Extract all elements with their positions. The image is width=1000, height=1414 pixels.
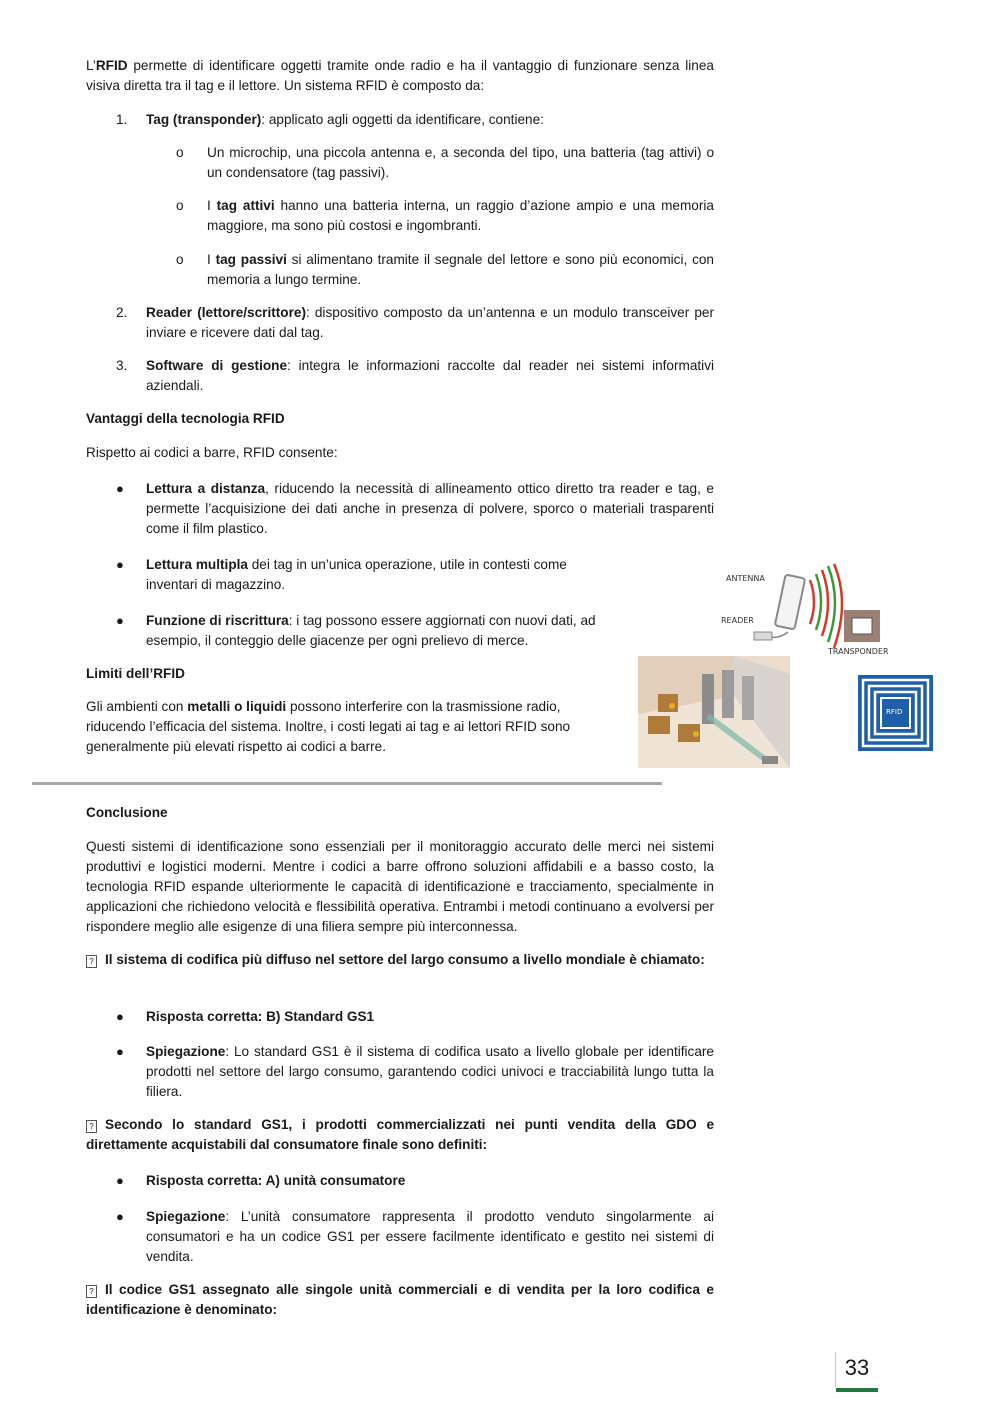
component-title: Reader (lettore/scrittore)	[146, 305, 306, 320]
tag-detail-item: o I tag attivi hanno una batteria interna, un raggio d’azione ampio e una memoria maggiore, ma sono più costosi e ingombranti.	[176, 198, 714, 233]
bullet-icon: ●	[116, 613, 124, 628]
component-item-tag: 1. Tag (transponder): applicato agli oggetti da identificare, contiene:	[86, 110, 714, 130]
answer-item: ● Risposta corretta: A) unità consumatore	[86, 1171, 714, 1191]
bullet-icon: ●	[116, 557, 124, 572]
vantaggi-item: ● Funzione di riscrittura: i tag possono essere aggiornati con nuovi dati, ad esempio, il conteggio delle giacenze per ogni prelievo di merce.	[116, 613, 596, 648]
list-number: 2.	[116, 305, 128, 320]
intro-block	[86, 56, 714, 96]
bullet-icon: ●	[116, 1044, 124, 1059]
vantaggi-heading: Vantaggi della tecnologia RFID	[86, 411, 285, 426]
missing-glyph-icon: ?	[86, 1120, 97, 1133]
component-title: Software di gestione	[146, 358, 288, 373]
conclusione-heading: Conclusione	[86, 805, 168, 820]
antenna-label: ANTENNA	[726, 574, 765, 583]
limiti-paragraph: Gli ambienti con metalli o liquidi possono interferire con la trasmissione radio, riducendo l’efficacia del sistema. Inoltre, i costi legati ai tag e ai lettori RFID sono generalmente più elevati rispetto ai codici a barre.	[86, 699, 571, 754]
question-block	[86, 950, 714, 970]
sub-bullet: o	[176, 198, 184, 213]
intro-paragraph: L’RFID permette di identificare oggetti tramite onde radio e ha il vantaggio di funzionare senza linea visiva diretta tra il tag e il lettore. Un sistema RFID è composto da:	[86, 58, 714, 93]
bullet-icon: ●	[116, 1209, 124, 1224]
tag-detail-item: o I tag passivi si alimentano tramite il segnale del lettore e sono più economici, con memoria a lungo termine.	[176, 252, 714, 287]
bullet-icon: ●	[116, 481, 124, 496]
bullet-icon: ●	[116, 1173, 124, 1188]
warehouse-illustration	[638, 656, 790, 768]
rfid-tag-label: RFID	[886, 708, 903, 716]
list-number: 1.	[116, 112, 128, 127]
sub-bullet: o	[176, 145, 184, 160]
answer-item: ● Risposta corretta: B) Standard GS1	[86, 1007, 714, 1027]
missing-glyph-icon: ?	[86, 1285, 97, 1298]
tag-detail-item: o Un microchip, una piccola antenna e, a seconda del tipo, una batteria (tag attivi) o un condensatore (tag passivi).	[176, 145, 714, 180]
vantaggi-item: ● Lettura a distanza, riducendo la necessità di allineamento ottico diretto tra reader e tag, e permette l’acquisizione dei dati anche in presenza di polvere, sporco o materiali trasparenti come il film plastico.	[116, 481, 714, 536]
sub-bullet: o	[176, 252, 184, 267]
intro-rfid-bold: RFID	[95, 58, 128, 73]
explanation-item: ● Spiegazione: Lo standard GS1 è il sistema di codifica usato a livello globale per identificare prodotti nel settore del largo consumo, garantendo codici univoci e tracciabilità lungo tutta la filiera.	[116, 1044, 714, 1099]
question-text: Il sistema di codifica più diffuso nel settore del largo consumo a livello mondiale è chiamato:	[105, 952, 705, 967]
vantaggi-item: ● Lettura multipla dei tag in un’unica operazione, utile in contesti come inventari di magazzino.	[116, 557, 567, 592]
question-block	[86, 1115, 714, 1155]
vantaggi-intro: Rispetto ai codici a barre, RFID consente:	[86, 445, 338, 460]
explanation-item: ● Spiegazione: L’unità consumatore rappresenta il prodotto venduto singolarmente ai consumatori e ha un codice GS1 per essere facilmente identificato e gestito nei sistemi di vendita.	[116, 1209, 714, 1264]
page-number: 33	[844, 1355, 870, 1380]
component-item-software: 3. Software di gestione: integra le informazioni raccolte dal reader nei sistemi informativi aziendali.	[116, 358, 715, 393]
section-divider	[32, 782, 662, 785]
question-block	[86, 1280, 714, 1320]
limiti-heading: Limiti dell’RFID	[86, 666, 185, 681]
missing-glyph-icon: ?	[86, 955, 97, 968]
footer-accent-bar	[836, 1388, 878, 1392]
bullet-icon: ●	[116, 1009, 124, 1024]
list-number: 3.	[116, 358, 128, 373]
conclusione-paragraph: Questi sistemi di identificazione sono essenziali per il monitoraggio accurato delle merci nei sistemi produttivi e logistici moderni. Mentre i codici a barre offrono soluzioni affidabili e a basso costo, la tecnologia RFID espande ulteriormente le capacità di identificazione e tracciamento, specialmente in applicazioni che richiedono velocità e flessibilità operativa. Entrambi i metodi continuano a evolversi per rispondere meglio alle esigenze di una filiera sempre più interconnessa.	[86, 839, 714, 934]
component-title: Tag (transponder)	[146, 112, 262, 127]
question-text: Secondo lo standard GS1, i prodotti commercializzati nei punti vendita della GDO e direttamente acquistabili dal consumatore finale sono definiti:	[86, 1117, 714, 1152]
reader-label: READER	[721, 616, 754, 625]
component-item-reader: 2. Reader (lettore/scrittore): dispositivo composto da un’antenna e un modulo transceiver per inviare e ricevere dati dal tag.	[116, 305, 715, 340]
question-text: Il codice GS1 assegnato alle singole unità commerciali e di vendita per la loro codifica e identificazione è denominato:	[86, 1282, 714, 1317]
transponder-label: TRANSPONDER	[828, 647, 889, 656]
